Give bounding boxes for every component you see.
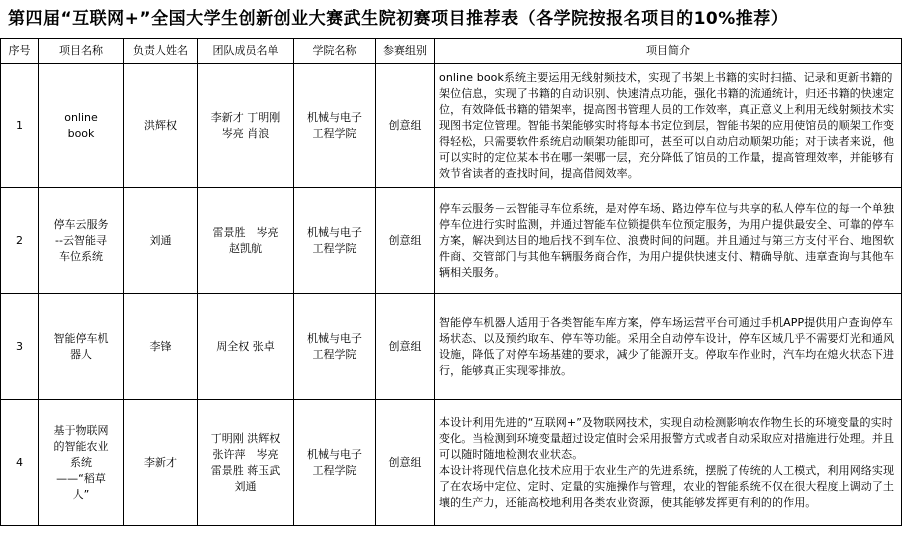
cell-intro: 停车云服务－云智能寻车位系统，是对停车场、路边停车位与共享的私人停车位的每一个单独停车位进行实时监测，并通过智能车位锁提供车位预定服务，为用户提供最安全、可靠的停车方案，解决到达目的地后找不到车位、浪费时间的问题。并且通过与第三方支付平台、地图软件商、交管部门与其他车辆服务商合作，为用户提供快速支付、精确导航、违章查询与其他车辆相关服务。	[435, 188, 902, 294]
cell-project: online book	[39, 64, 124, 188]
table-row	[1, 400, 902, 526]
cell-group: 创意组	[376, 188, 435, 294]
header-intro: 项目简介	[435, 39, 902, 64]
header-leader: 负责人姓名	[124, 39, 198, 64]
cell-leader: 李锋	[124, 294, 198, 400]
cell-project: 基于物联网 的智能农业 系统 ——“稻草 人”	[39, 400, 124, 526]
cell-intro: 本设计利用先进的“互联网+”及物联网技术，实现自动检测影响农作物生长的环境变量的实时变化。当检测到环境变量超过设定值时会采用报警方式或者自动采取应对措施进行处理。并且可以随时随地检测农业状态。 本设计将现代信息化技术应用于农业生产的先进系统，摆脱了传统的人工模式，利用网络实现了在农场中定位、定时、定量的实施操作与管理，农业的智能系统不仅在很大程度上调动了土壤的生产力，还能高校地利用各类农业资源，使其能够发挥更有利的的作用。	[435, 400, 902, 526]
project-table	[0, 38, 902, 526]
cell-group: 创意组	[376, 400, 435, 526]
cell-no: 3	[1, 294, 39, 400]
cell-group: 创意组	[376, 294, 435, 400]
cell-no: 4	[1, 400, 39, 526]
header-row	[1, 39, 902, 64]
cell-members: 雷景胜 岑亮 赵凯航	[198, 188, 294, 294]
table-row	[1, 188, 902, 294]
header-group: 参赛组别	[376, 39, 435, 64]
cell-college: 机械与电子 工程学院	[294, 188, 376, 294]
cell-college: 机械与电子 工程学院	[294, 64, 376, 188]
table-row	[1, 64, 902, 188]
cell-leader: 李新才	[124, 400, 198, 526]
cell-members: 丁明刚 洪辉权 张许萍 岑亮 雷景胜 蒋玉武 刘通	[198, 400, 294, 526]
header-members: 团队成员名单	[198, 39, 294, 64]
cell-project: 停车云服务 --云智能寻 车位系统	[39, 188, 124, 294]
cell-leader: 刘通	[124, 188, 198, 294]
header-college: 学院名称	[294, 39, 376, 64]
cell-college: 机械与电子 工程学院	[294, 400, 376, 526]
cell-group: 创意组	[376, 64, 435, 188]
cell-intro: 智能停车机器人适用于各类智能车库方案，停车场运营平台可通过手机APP提供用户查询停车场状态、以及预约取车、停车等功能。采用全自动停车设计，停车区域几乎不需要灯光和通风设施，降低了对停车场基建的要求，减少了能源开支。停取车作业时，汽车均在熄火状态下进行，能够真正实现零排放。	[435, 294, 902, 400]
cell-no: 2	[1, 188, 39, 294]
cell-leader: 洪辉权	[124, 64, 198, 188]
header-project: 项目名称	[39, 39, 124, 64]
header-no: 序号	[1, 39, 39, 64]
table-row	[1, 294, 902, 400]
cell-no: 1	[1, 64, 39, 188]
cell-project: 智能停车机 器人	[39, 294, 124, 400]
cell-college: 机械与电子 工程学院	[294, 294, 376, 400]
page-title: 第四届“互联网+”全国大学生创新创业大赛武生院初赛项目推荐表（各学院按报名项目的10%推荐）	[8, 9, 789, 29]
cell-members: 李新才 丁明刚 岑亮 肖浪	[198, 64, 294, 188]
cell-intro: online book系统主要运用无线射频技术，实现了书架上书籍的实时扫描、记录和更新书籍的架位信息，实现了书籍的自动识别、快速清点功能，强化书籍的流通统计，归还书籍的快速定位，有效降低书籍的错架率，提高图书管理人员的工作效率，真正意义上利用无线射频技术实现图书定位管理。智能书架能够实时将每本书定位到层，智能书架的应用使馆员的顺架工作变得轻松，只需要软件系统启动顺架功能即可，甚至可以自动启动顺架功能；对于读者来说，他可以实时的定位某本书在哪一架哪一层，充分降低了馆员的工作量，提高管理效率，并能够有效节省读者的查找时间，提高借阅效率。	[435, 64, 902, 188]
cell-members: 周全权 张卓	[198, 294, 294, 400]
